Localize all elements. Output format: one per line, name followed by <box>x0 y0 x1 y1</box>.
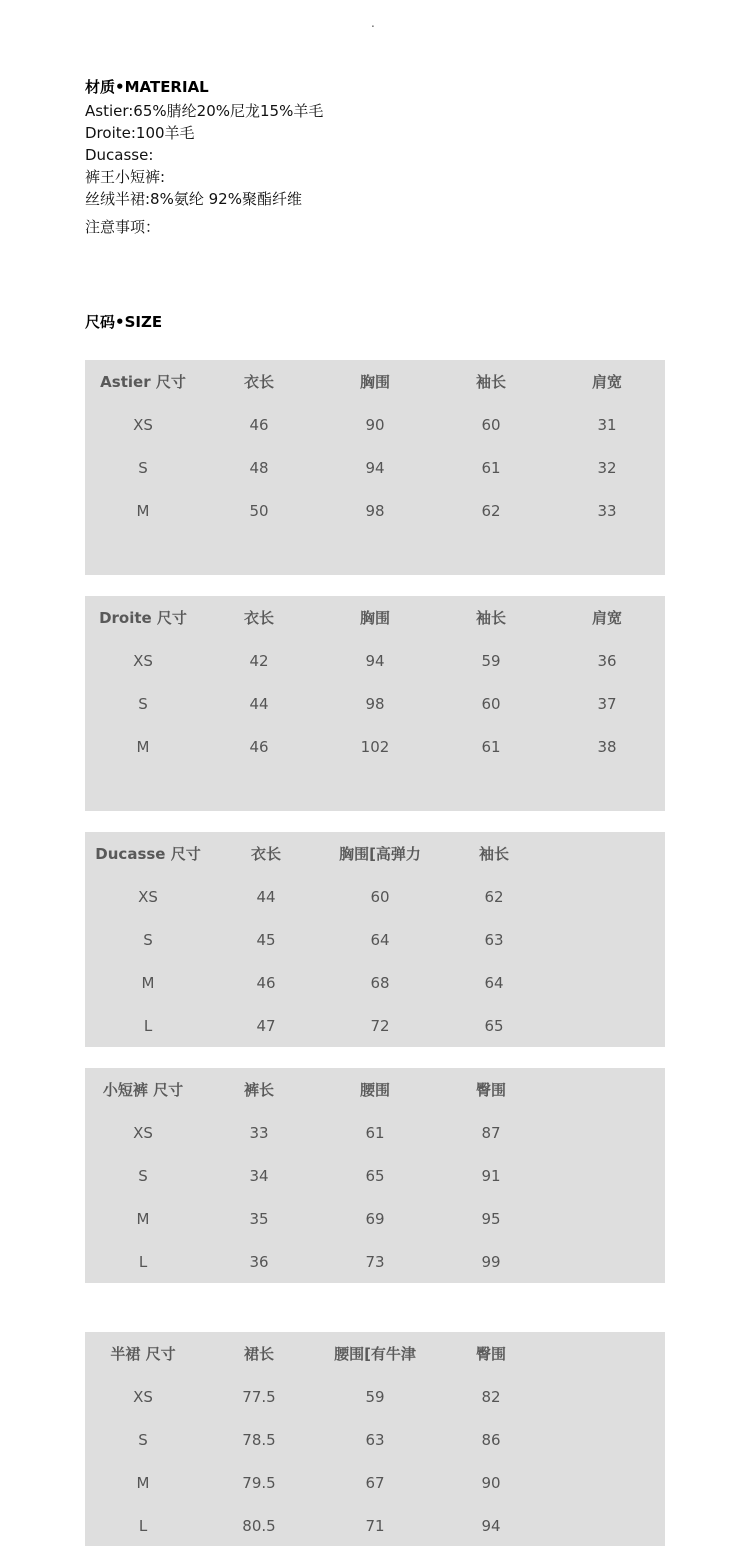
measurement-cell: 82 <box>481 1388 501 1406</box>
column-header: 衣长 <box>243 373 275 391</box>
measurement-cell: 48 <box>249 459 269 477</box>
column-header: 胸围 <box>359 373 391 391</box>
measurement-cell: 47 <box>256 1017 276 1035</box>
measurement-cell: 86 <box>481 1431 501 1449</box>
table-row <box>85 1123 665 1143</box>
material-line-ducasse: Ducasse: <box>85 146 154 164</box>
measurement-cell: 64 <box>370 931 390 949</box>
size-table <box>85 832 665 1047</box>
table-row <box>85 458 665 478</box>
measurement-cell: 59 <box>481 652 501 670</box>
measurement-cell: 60 <box>370 888 390 906</box>
size-label: S <box>138 695 148 713</box>
measurement-cell: 61 <box>481 738 501 756</box>
size-label: S <box>138 1167 148 1185</box>
table-header-row <box>85 844 665 864</box>
measurement-cell: 78.5 <box>242 1431 276 1449</box>
column-header: 裙长 <box>243 1345 275 1363</box>
size-title: 尺码•SIZE <box>85 313 163 331</box>
measurement-cell: 94 <box>365 459 385 477</box>
size-label: S <box>138 1431 148 1449</box>
measurement-cell: 37 <box>597 695 617 713</box>
measurement-cell: 38 <box>597 738 617 756</box>
measurement-cell: 94 <box>481 1517 501 1535</box>
table-row <box>85 1473 665 1493</box>
measurement-cell: 102 <box>360 738 390 756</box>
size-label: S <box>138 459 148 477</box>
measurement-cell: 63 <box>365 1431 385 1449</box>
measurement-cell: 90 <box>481 1474 501 1492</box>
measurement-cell: 98 <box>365 502 385 520</box>
table-row <box>85 1209 665 1229</box>
size-label: L <box>138 1253 148 1271</box>
size-label: M <box>136 1210 150 1228</box>
size-label: M <box>136 738 150 756</box>
measurement-cell: 46 <box>249 738 269 756</box>
column-header: 袖长 <box>475 609 507 627</box>
size-label: XS <box>133 416 153 434</box>
size-label: XS <box>133 652 153 670</box>
measurement-cell: 72 <box>370 1017 390 1035</box>
table-row <box>85 930 665 950</box>
column-header: Astier 尺寸 <box>100 373 186 391</box>
material-list <box>85 100 323 210</box>
measurement-cell: 62 <box>481 502 501 520</box>
measurement-cell: 45 <box>256 931 276 949</box>
table-row <box>85 1252 665 1272</box>
measurement-cell: 65 <box>484 1017 504 1035</box>
measurement-cell: 36 <box>249 1253 269 1271</box>
care-notes-label: 注意事项： <box>85 218 161 236</box>
measurement-cell: 87 <box>481 1124 501 1142</box>
table-row <box>85 415 665 435</box>
measurement-cell: 68 <box>370 974 390 992</box>
measurement-cell: 67 <box>365 1474 385 1492</box>
table-header-row <box>85 608 665 628</box>
size-table <box>85 596 665 811</box>
table-header-row <box>85 1344 665 1364</box>
measurement-cell: 44 <box>249 695 269 713</box>
column-header: Ducasse 尺寸 <box>95 845 201 863</box>
size-label: XS <box>133 1124 153 1142</box>
measurement-cell: 33 <box>249 1124 269 1142</box>
size-table <box>85 1068 665 1283</box>
column-header: 腰围[有牛津 <box>334 1345 416 1363</box>
table-row <box>85 1016 665 1036</box>
table-row <box>85 887 665 907</box>
measurement-cell: 60 <box>481 416 501 434</box>
size-label: M <box>141 974 155 992</box>
measurement-cell: 99 <box>481 1253 501 1271</box>
top-dot-mark: . <box>371 16 375 30</box>
measurement-cell: 94 <box>365 652 385 670</box>
size-table <box>85 360 665 575</box>
table-header-row <box>85 1080 665 1100</box>
column-header: 肩宽 <box>591 609 623 627</box>
measurement-cell: 71 <box>365 1517 385 1535</box>
table-row <box>85 651 665 671</box>
measurement-cell: 59 <box>365 1388 385 1406</box>
table-row <box>85 1387 665 1407</box>
measurement-cell: 34 <box>249 1167 269 1185</box>
table-row <box>85 973 665 993</box>
material-line-shorts: 裤王小短裤: <box>85 168 166 186</box>
column-header: 胸围[高弹力 <box>339 845 421 863</box>
column-header: 袖长 <box>475 373 507 391</box>
measurement-cell: 90 <box>365 416 385 434</box>
column-header: 臀围 <box>475 1081 507 1099</box>
measurement-cell: 44 <box>256 888 276 906</box>
measurement-cell: 91 <box>481 1167 501 1185</box>
measurement-cell: 42 <box>249 652 269 670</box>
size-table <box>85 1332 665 1546</box>
measurement-cell: 64 <box>484 974 504 992</box>
measurement-cell: 61 <box>365 1124 385 1142</box>
measurement-cell: 73 <box>365 1253 385 1271</box>
measurement-cell: 35 <box>249 1210 269 1228</box>
column-header: 臀围 <box>475 1345 507 1363</box>
measurement-cell: 32 <box>597 459 617 477</box>
measurement-cell: 46 <box>256 974 276 992</box>
size-label: L <box>138 1517 148 1535</box>
size-label: M <box>136 1474 150 1492</box>
column-header: 裤长 <box>243 1081 275 1099</box>
measurement-cell: 60 <box>481 695 501 713</box>
measurement-cell: 46 <box>249 416 269 434</box>
measurement-cell: 61 <box>481 459 501 477</box>
column-header: 腰围 <box>359 1081 391 1099</box>
measurement-cell: 80.5 <box>242 1517 276 1535</box>
table-header-row <box>85 372 665 392</box>
column-header: 胸围 <box>359 609 391 627</box>
measurement-cell: 79.5 <box>242 1474 276 1492</box>
size-label: L <box>143 1017 153 1035</box>
column-header: 半裙 尺寸 <box>110 1345 176 1363</box>
column-header: 袖长 <box>478 845 510 863</box>
measurement-cell: 77.5 <box>242 1388 276 1406</box>
column-header: 肩宽 <box>591 373 623 391</box>
material-line-skirt: 丝绒半裙:8%氨纶 92%聚酯纤维 <box>85 190 302 208</box>
table-row <box>85 501 665 521</box>
size-label: XS <box>138 888 158 906</box>
measurement-cell: 62 <box>484 888 504 906</box>
size-label: XS <box>133 1388 153 1406</box>
measurement-cell: 31 <box>597 416 617 434</box>
column-header: 衣长 <box>243 609 275 627</box>
table-row <box>85 737 665 757</box>
measurement-cell: 63 <box>484 931 504 949</box>
size-label: M <box>136 502 150 520</box>
measurement-cell: 95 <box>481 1210 501 1228</box>
table-row <box>85 694 665 714</box>
table-row <box>85 1516 665 1536</box>
measurement-cell: 33 <box>597 502 617 520</box>
measurement-cell: 69 <box>365 1210 385 1228</box>
table-row <box>85 1166 665 1186</box>
column-header: 衣长 <box>250 845 282 863</box>
size-label: S <box>143 931 153 949</box>
table-row <box>85 1430 665 1450</box>
measurement-cell: 50 <box>249 502 269 520</box>
measurement-cell: 65 <box>365 1167 385 1185</box>
measurement-cell: 36 <box>597 652 617 670</box>
material-line-droite: Droite:100羊毛 <box>85 124 195 142</box>
measurement-cell: 98 <box>365 695 385 713</box>
column-header: Droite 尺寸 <box>99 609 187 627</box>
material-line-astier: Astier:65%腈纶20%尼龙15%羊毛 <box>85 102 324 120</box>
material-title: 材质•MATERIAL <box>85 78 209 96</box>
column-header: 小短裤 尺寸 <box>102 1081 184 1099</box>
